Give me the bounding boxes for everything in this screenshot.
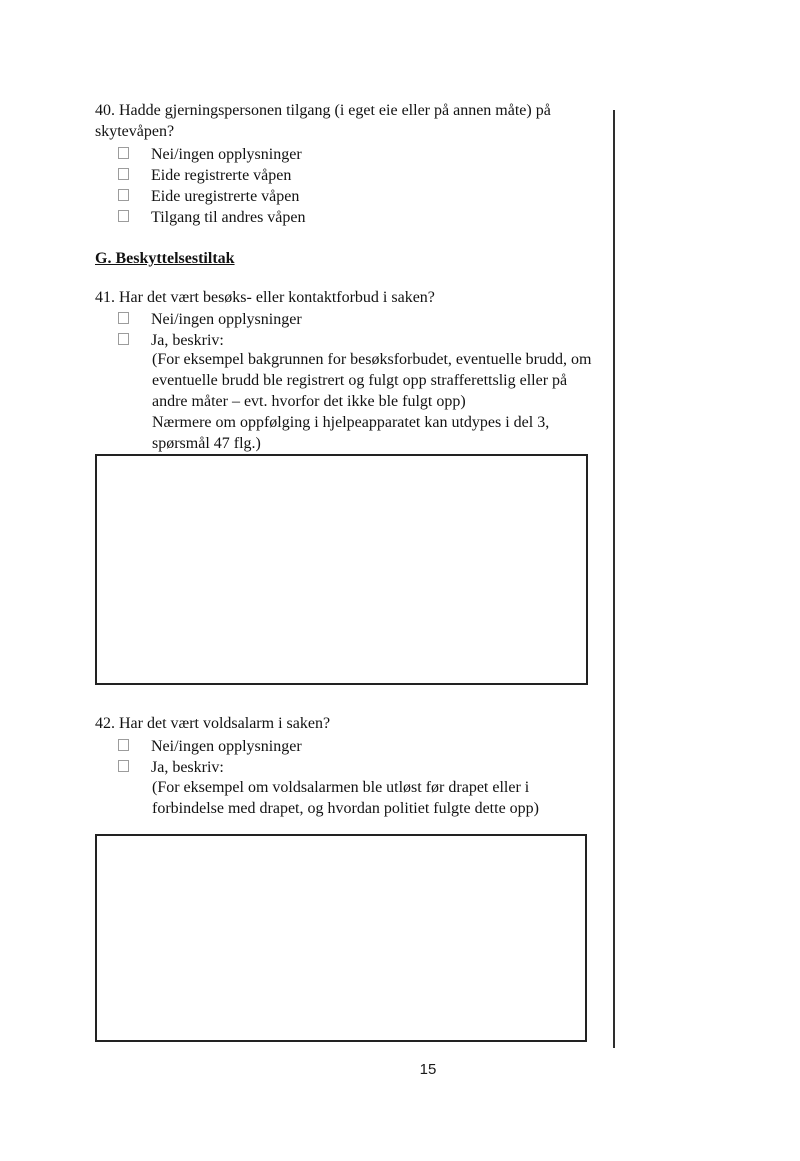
checkbox[interactable] [118, 210, 129, 222]
checkbox[interactable] [118, 147, 129, 159]
checkbox[interactable] [118, 312, 129, 324]
checkbox[interactable] [118, 333, 129, 345]
question-40-options [95, 144, 306, 228]
option-label: Nei/ingen opplysninger [151, 146, 302, 163]
option-row [95, 757, 302, 778]
answer-box-q41[interactable] [95, 454, 588, 685]
option-row [95, 330, 302, 351]
option-row [95, 186, 306, 207]
question-41-note [152, 349, 600, 454]
checkbox[interactable] [118, 189, 129, 201]
question-42-options [95, 736, 302, 778]
option-row [95, 165, 306, 186]
option-row [95, 207, 306, 228]
question-41-note-paragraph-2: Nærmere om oppfølging i hjelpeapparatet kan utdypes i del 3, spørsmål 47 flg.) [152, 414, 550, 452]
option-label: Ja, beskriv: [151, 759, 224, 776]
option-label: Tilgang til andres våpen [151, 209, 306, 226]
checkbox[interactable] [118, 168, 129, 180]
question-40-text: 40. Hadde gjerningspersonen tilgang (i eget eie eller på annen måte) på skytevåpen? [95, 102, 551, 140]
question-42-note [152, 777, 602, 819]
page-number: 15 [419, 1061, 437, 1078]
checkbox[interactable] [118, 739, 129, 751]
question-42-note-paragraph-1: (For eksempel om voldsalarmen ble utløst før drapet eller i forbindelse med drapet, og hvordan politiet fulgte dette opp) [152, 779, 539, 817]
section-g-heading: G. Beskyttelsestiltak [95, 250, 235, 267]
question-41-options [95, 309, 302, 351]
answer-box-q42[interactable] [95, 834, 587, 1042]
option-label: Nei/ingen opplysninger [151, 311, 302, 328]
option-label: Eide registrerte våpen [151, 167, 292, 184]
option-label: Nei/ingen opplysninger [151, 738, 302, 755]
option-label: Ja, beskriv: [151, 332, 224, 349]
option-row [95, 309, 302, 330]
vertical-rule [613, 110, 615, 1048]
question-42-text: 42. Har det vært voldsalarm i saken? [95, 715, 331, 732]
option-row [95, 736, 302, 757]
option-label: Eide uregistrerte våpen [151, 188, 300, 205]
question-41-text: 41. Har det vært besøks- eller kontaktforbud i saken? [95, 289, 435, 306]
checkbox[interactable] [118, 760, 129, 772]
question-41-note-paragraph-1: (For eksempel bakgrunnen for besøksforbudet, eventuelle brudd, om eventuelle brudd ble registrert og fulgt opp strafferettslig eller på andre måter – evt. hvorfor det ikke ble fulgt opp) [152, 351, 592, 410]
option-row [95, 144, 306, 165]
